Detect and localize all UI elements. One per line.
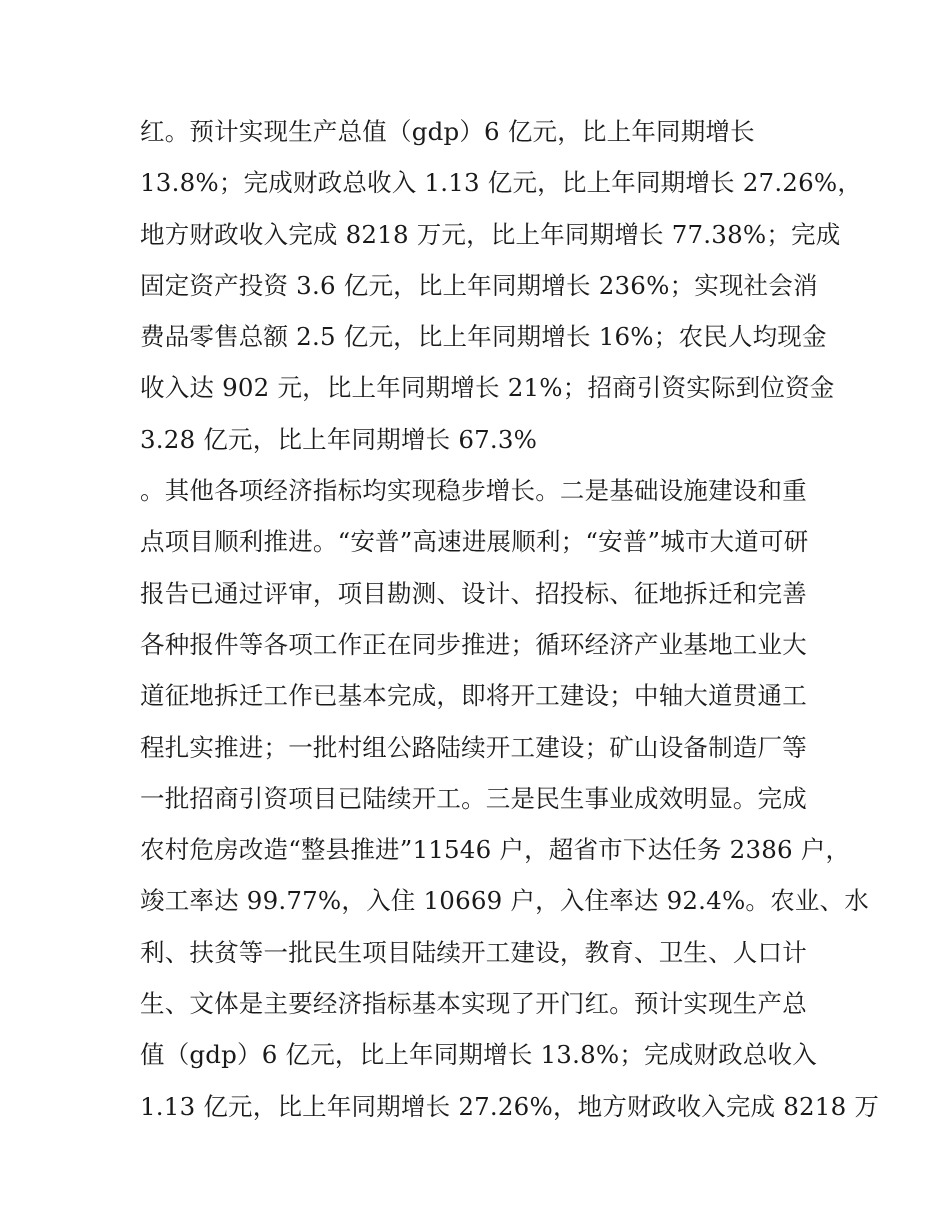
text-line: 利、扶贫等一批民生项目陆续开工建设，教育、卫生、人口计 xyxy=(140,937,807,967)
text-line: 值（gdp）6 亿元，比上年同期增长 13.8%；完成财政总收入 xyxy=(140,1040,817,1070)
text-line: 固定资产投资 3.6 亿元，比上年同期增长 236%；实现社会消 xyxy=(140,270,818,300)
body-text xyxy=(140,106,880,1132)
text-line: 红。预计实现生产总值（gdp）6 亿元，比上年同期增长 xyxy=(140,117,755,146)
text-line: 收入达 902 元，比上年同期增长 21%；招商引资实际到位资金 xyxy=(140,373,835,403)
text-line: 。其他各项经济指标均实现稳步增长。二是基础设施建设和重 xyxy=(140,476,807,506)
text-line: 生、文体是主要经济指标基本实现了开门红。预计实现生产总 xyxy=(140,989,807,1019)
text-line: 农村危房改造“整县推进”11546 户，超省市下达任务 2386 户， xyxy=(140,835,851,865)
text-line: 3.28 亿元，比上年同期增长 67.3% xyxy=(140,424,538,454)
text-line: 道征地拆迁工作已基本完成，即将开工建设；中轴大道贯通工 xyxy=(140,681,807,711)
text-line: 一批招商引资项目已陆续开工。三是民生事业成效明显。完成 xyxy=(140,783,807,813)
text-line: 点项目顺利推进。“安普”高速进展顺利；“安普”城市大道可研 xyxy=(140,527,809,557)
text-line: 程扎实推进；一批村组公路陆续开工建设；矿山设备制造厂等 xyxy=(140,732,807,762)
text-line: 竣工率达 99.77%，入住 10669 户，入住率达 92.4%。农业、水 xyxy=(140,886,869,916)
text-line: 各种报件等各项工作正在同步推进；循环经济产业基地工业大 xyxy=(140,629,807,659)
text-line: 1.13 亿元，比上年同期增长 27.26%，地方财政收入完成 8218 万 xyxy=(140,1091,880,1121)
text-line: 地方财政收入完成 8218 万元，比上年同期增长 77.38%；完成 xyxy=(140,219,841,249)
text-line: 报告已通过评审，项目勘测、设计、招投标、征地拆迁和完善 xyxy=(140,578,807,608)
text-line: 费品零售总额 2.5 亿元，比上年同期增长 16%；农民人均现金 xyxy=(140,322,827,352)
text-line: 13.8%；完成财政总收入 1.13 亿元，比上年同期增长 27.26%， xyxy=(140,168,863,198)
